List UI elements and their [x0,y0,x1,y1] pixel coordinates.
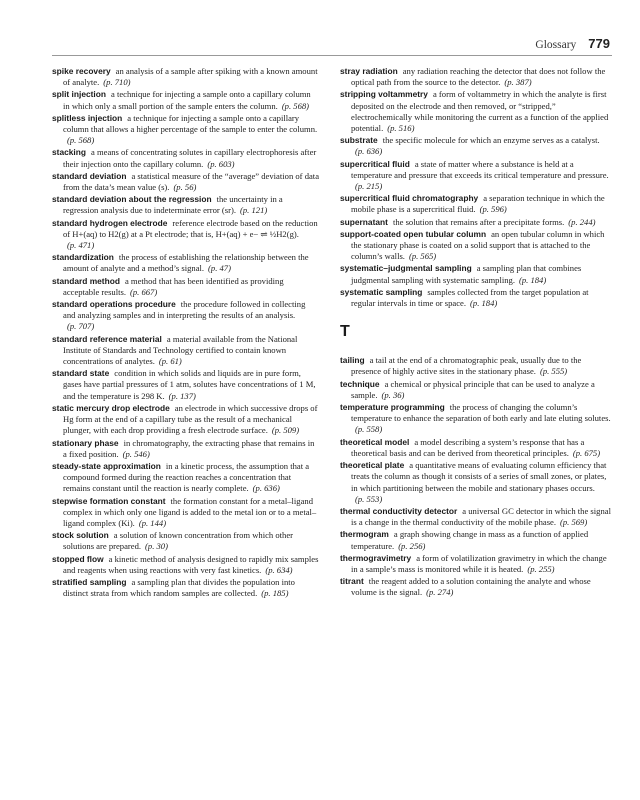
page-reference: (p. 274) [426,587,454,598]
glossary-entry [340,576,612,598]
glossary-term: spike recovery [52,66,111,76]
page-reference: (p. 555) [539,366,568,377]
page-reference: (p. 184) [470,298,498,309]
glossary-term: temperature programming [340,402,445,413]
glossary-term: theoretical model [340,436,410,447]
page-reference: (p. 636) [355,146,383,157]
page-reference: (p. 36) [381,389,405,400]
page-reference: (p. 634) [265,564,293,575]
page-reference: (p. 569) [560,517,588,528]
glossary-term: stock solution [52,530,109,541]
glossary-definition: in chromatography, the extracting phase that remains in a fixed position. [63,437,315,459]
glossary-entry [340,506,612,528]
glossary-definition: an electrode in which successive drops of Hg form at the end of a capillary tube as the result of a mechanical plunger, with each drop providing a fresh electrode surface. [63,402,318,436]
glossary-term: stray radiation [340,66,398,76]
glossary-entry [52,171,319,193]
glossary-term: stationary phase [52,437,119,448]
glossary-term: stripping voltammetry [340,89,428,100]
glossary-definition: the specific molecule for which an enzyme serves as a catalyst. [382,135,600,146]
glossary-entry [52,218,319,252]
glossary-definition: a sampling plan that combines judgmental sampling with systematic sampling. [351,263,582,285]
glossary-definition: a state of matter where a substance is held at a temperature and pressure that exceeds its critical temperature and pressure. [351,158,609,180]
page-reference: (p. 256) [398,540,426,551]
right-column [340,66,612,600]
glossary-definition: in a kinetic process, the assumption that a compound formed during the reaction reaches a concentration that remains constant until the reaction is nearly complete. [63,460,310,494]
glossary-term: supercritical fluid chromatography [340,193,479,204]
glossary-entry [340,159,612,193]
glossary-entry [340,379,612,401]
glossary-entry [340,217,612,228]
glossary-entry [52,403,319,437]
page-reference: (p. 568) [67,135,95,146]
glossary-term: stratified sampling [52,576,127,587]
glossary-definition: the solution that remains after a precipitate forms. [392,216,565,227]
glossary-entry [340,355,612,377]
glossary-entry [52,334,319,368]
glossary-term: standard operations procedure [52,299,176,310]
glossary-definition: a quantitative means of evaluating column efficiency that treats the column as though it consists of a series of small zones, or plates, in which partitioning between the mobile and stationary phases occurs. [351,460,607,493]
glossary-definition: samples collected from the target population at regular intervals in time or space. [351,286,589,309]
glossary-term: standardization [52,252,114,263]
glossary-definition: a chemical or physical principle that can be used to analyze a sample. [351,378,595,400]
glossary-entry [52,113,319,147]
glossary-entry [340,437,612,459]
page-reference: (p. 244) [568,216,596,227]
glossary-term: systematic sampling [340,286,423,297]
glossary-entry [340,553,612,575]
glossary-definition: the uncertainty in a regression analysis due to indeterminate error (sr). [63,194,283,216]
page-reference: (p. 471) [67,240,95,251]
glossary-term: split injection [52,89,106,100]
page-reference: (p. 255) [527,563,555,574]
glossary-term: supercritical fluid [340,158,410,169]
page-reference: (p. 636) [252,483,280,494]
glossary-definition: the formation constant for a metal–ligand complex in which only one ligand is added to the metal ion or to a metal–ligand complex (Ki). [63,495,317,528]
page-reference: (p. 215) [355,181,383,192]
page-reference: (p. 675) [572,447,601,458]
page-reference: (p. 56) [173,182,197,193]
glossary-term: steady-state approximation [52,460,161,471]
glossary-entry [52,461,319,495]
page-number: 779 [588,36,610,51]
page-reference: (p. 568) [281,100,310,111]
glossary-definition: a sampling plan that divides the population into distinct strata from which random samples are collected. [63,576,295,599]
page-reference: (p. 565) [408,251,437,262]
glossary-definition: a form of voltammetry in which the analyte is first deposited on the electrode and then removed, or “stripped,” electrochemically while monitoring the current as a function of the applied potential. [351,89,609,134]
glossary-definition: a solution of known concentration from which other solutions are prepared. [63,530,294,552]
page-reference: (p. 137) [168,390,196,401]
glossary-entry [52,438,319,460]
page-reference: (p. 144) [138,517,167,528]
page-reference: (p. 558) [355,424,383,435]
glossary-entry [52,530,319,552]
page-reference: (p. 509) [271,425,300,436]
glossary-definition: a material available from the National Institute of Standards and Technology certified to contain known concentrations of analytes. [63,333,298,367]
glossary-definition: any radiation reaching the detector that does not follow the optical path from the source to the detector. [351,66,606,88]
glossary-term: stepwise formation constant [52,495,166,506]
section-title: Glossary [535,39,577,51]
page-reference: (p. 47) [208,263,231,274]
glossary-term: systematic–judgmental sampling [340,263,472,274]
glossary-entry [340,287,612,309]
glossary-definition: a model describing a system’s response that has a theoretical basis and can be derived from theoretical principles. [351,436,585,458]
glossary-term: titrant [340,576,364,587]
s-entries [340,66,612,309]
glossary-term: supernatant [340,216,388,227]
glossary-entry [340,229,612,263]
glossary-entry [52,89,319,111]
left-column [52,66,319,600]
glossary-definition: a statistical measure of the “average” deviation of data from the data’s mean value (s). [63,170,320,193]
glossary-definition: a method that has been identified as providing acceptable results. [63,275,284,297]
glossary-term: tailing [340,355,365,366]
glossary-definition: the procedure followed in collecting and analyzing samples and in interpreting the results of an analysis. [63,299,306,321]
glossary-term: splitless injection [52,112,123,123]
page-reference: (p. 596) [479,204,507,215]
glossary-definition: a kinetic method of analysis designed to rapidly mix samples and reagents when using reactions with very fast kinetics. [63,553,319,575]
t-entries [340,355,612,598]
glossary-term: standard deviation about the regression [52,194,212,205]
page-reference: (p. 707) [67,321,95,332]
page-reference: (p. 546) [122,448,150,459]
glossary-definition: a universal GC detector in which the signal is a change in the thermal conductivity of the mobile phase. [351,505,611,528]
glossary-term: thermogram [340,529,389,540]
page-reference: (p. 516) [387,123,415,134]
glossary-entry [340,89,612,134]
header-rule [52,55,612,56]
glossary-entry [52,147,319,169]
page-reference: (p. 667) [130,286,158,297]
glossary-term: standard deviation [52,170,127,181]
glossary-entry [52,194,319,216]
glossary-term: thermal conductivity detector [340,505,458,516]
glossary-term: substrate [340,135,378,146]
glossary-term: stacking [52,147,86,158]
glossary-entry [52,299,319,333]
glossary-term: technique [340,378,380,389]
glossary-entry [340,193,612,215]
glossary-term: thermogravimetry [340,552,412,563]
glossary-entry [52,554,319,576]
glossary-entry [340,529,612,551]
glossary-definition: the process of establishing the relationship between the amount of analyte and a method’s signal. [63,252,309,274]
glossary-term: standard method [52,275,120,286]
glossary-term: standard state [52,368,110,379]
glossary-definition: the reagent added to a solution containing the analyte and whose volume is the signal. [351,576,591,598]
glossary-definition: a means of concentrating solutes in capillary electrophoresis after their injection onto the capillary column. [63,147,317,169]
glossary-term: support-coated open tubular column [340,228,487,239]
glossary-definition: an analysis of a sample after spiking with a known amount of analyte. [63,66,318,88]
page-reference: (p. 184) [518,274,547,285]
glossary-definition: a technique for injecting a sample onto a capillary column in which only a small portion of the sample enters the column. [63,89,311,111]
glossary-entry [52,496,319,530]
page-reference: (p. 121) [240,205,268,216]
glossary-term: static mercury drop electrode [52,402,170,413]
glossary-entry [340,66,612,88]
page-reference: (p. 553) [355,493,383,504]
glossary-entry [52,66,319,88]
glossary-entry [340,460,612,505]
glossary-definition: a technique for injecting a sample onto a capillary column that allows a higher percentage of the sample to enter the column. [63,112,318,135]
glossary-entry [52,276,319,298]
glossary-definition: a form of volatilization gravimetry in which the change in a sample’s mass is monitored while it is heated. [351,552,607,574]
page-reference: (p. 185) [261,588,289,599]
page-reference: (p. 30) [145,541,168,552]
glossary-definition: a separation technique in which the mobile phase is a supercritical fluid. [351,193,605,215]
page-reference: (p. 61) [158,356,182,367]
glossary-term: theoretical plate [340,460,405,471]
glossary-term: stopped flow [52,553,104,564]
page-reference: (p. 603) [207,158,235,169]
glossary-entry [340,402,612,436]
glossary-entry [340,263,612,285]
glossary-entry [52,577,319,599]
section-letter-heading: T [340,323,350,341]
page-reference: (p. 387) [504,77,532,88]
page-reference: (p. 710) [103,77,131,88]
glossary-entry [52,368,319,402]
glossary-definition: a tail at the end of a chromatographic peak, usually due to the presence of highly active sites in the stationary phase. [351,355,582,377]
glossary-definition: an open tubular column in which the stationary phase is coated on a solid support that is attached to the column’s walls. [351,228,605,262]
glossary-definition: condition in which solids and liquids are in pure form, gases have partial pressures of 1 atm, solutes have concentrations of 1 M, and the temperature is 298 K. [63,368,316,401]
glossary-term: standard reference material [52,333,162,344]
glossary-term: standard hydrogen electrode [52,217,168,228]
glossary-entry [52,252,319,274]
glossary-entry [340,135,612,157]
glossary-definition: reference electrode based on the reduction of H+(aq) to H2(g) at a Pt electrode; that is, H+(aq) + e− ⇌ ½H2(g). [63,217,318,239]
glossary-definition: the process of changing the column’s temperature to enhance the separation of both early and late eluting solutes. [351,402,611,424]
glossary-definition: a graph showing change in mass as a function of applied temperature. [351,529,589,551]
running-header [535,36,610,51]
